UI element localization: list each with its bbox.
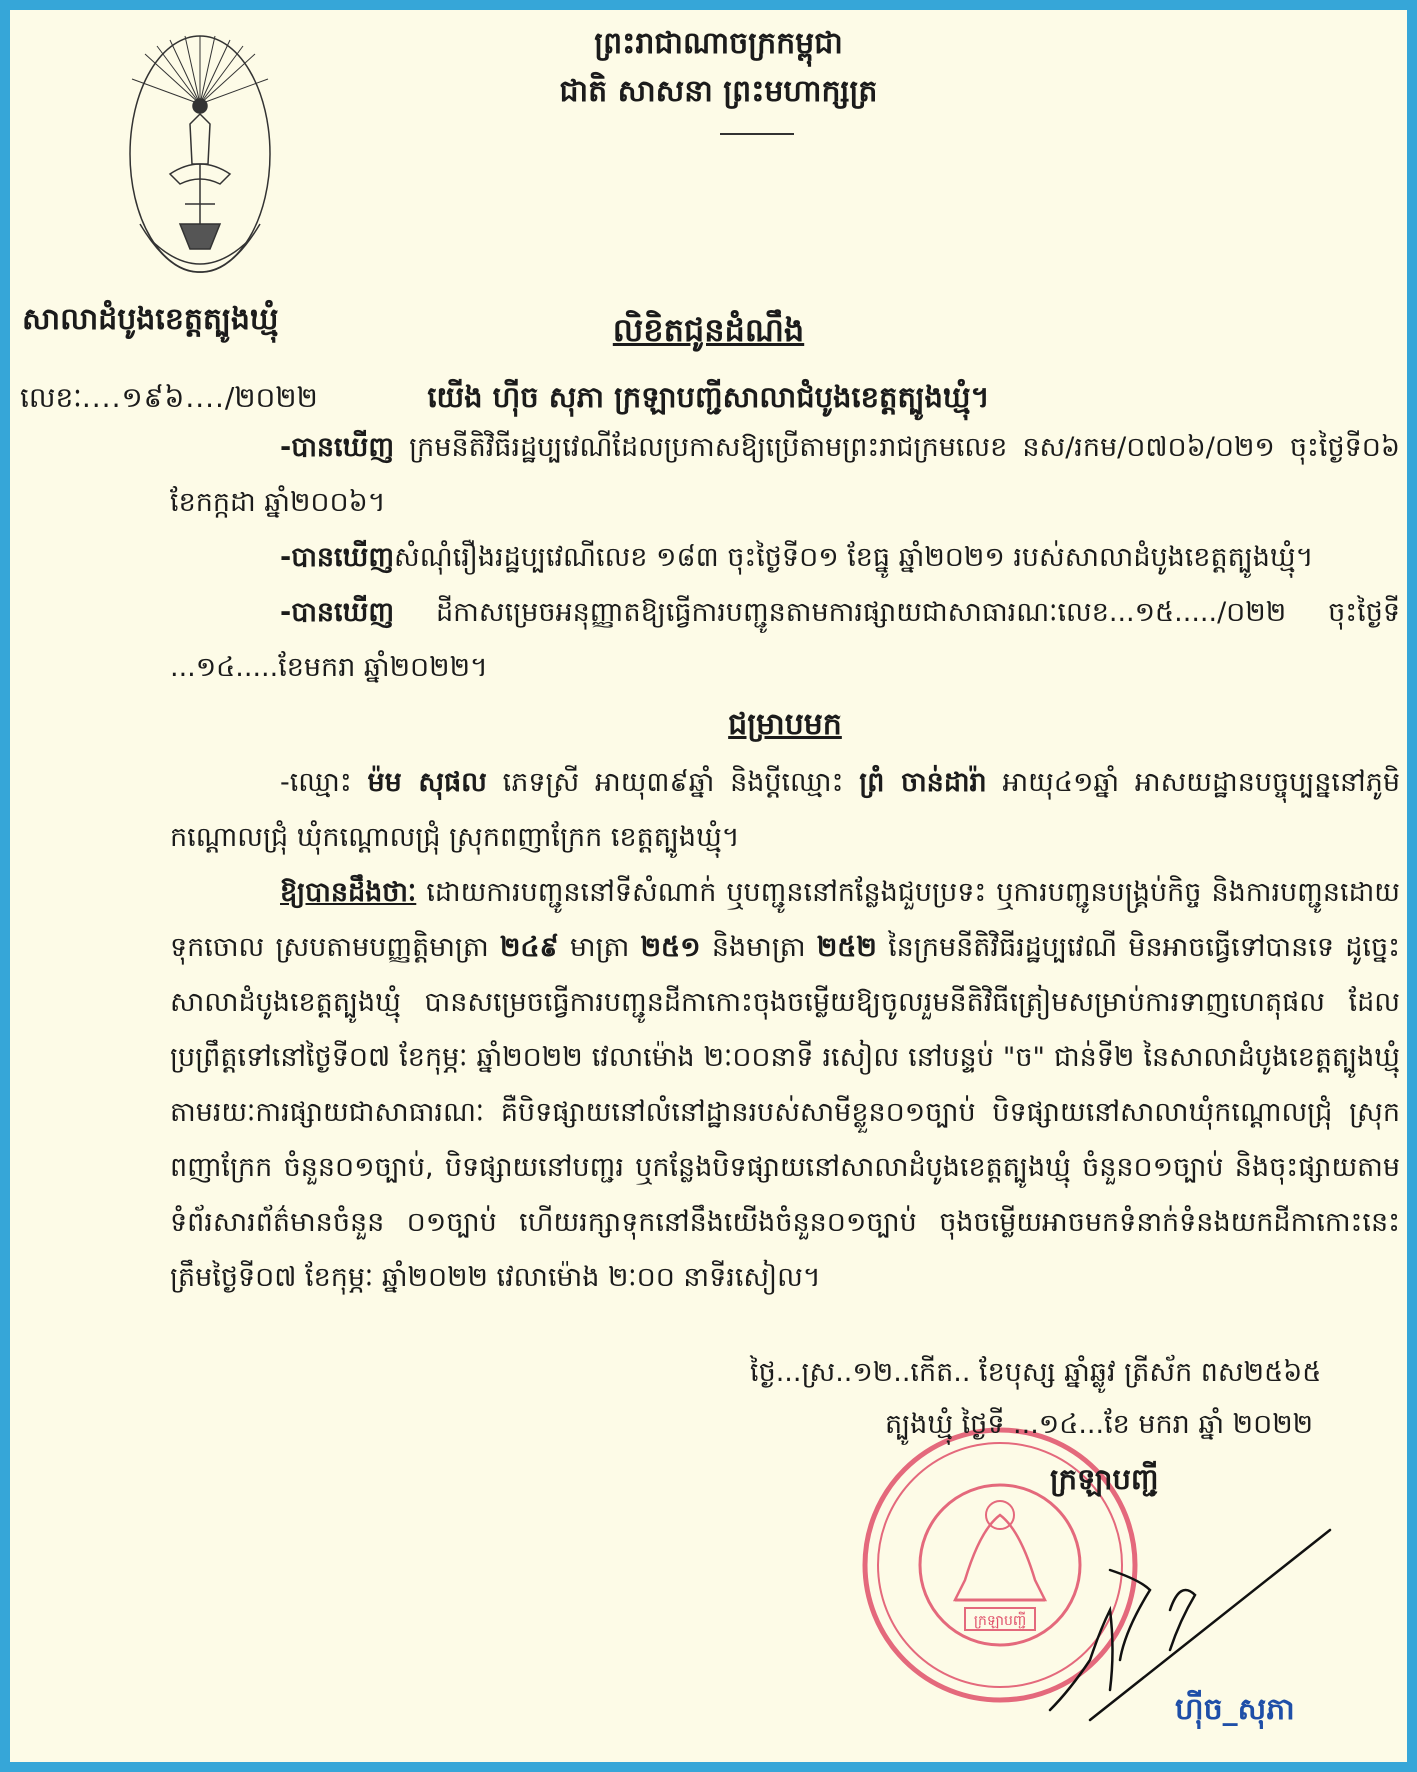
reference-value: ....១៩៦.... bbox=[81, 381, 225, 414]
addressee-heading: ជម្រាបមក bbox=[728, 707, 842, 742]
seen-paragraph-3 bbox=[170, 585, 1400, 695]
seal-text: ក្រឡាបញ្ជី bbox=[973, 1613, 1027, 1629]
issuer-line: យើង ហ៊ីច សុភា ក្រឡាបញ្ជីសាលាជំបូងខេត្តត្បូងឃ្មុំ។ bbox=[427, 380, 990, 414]
seen-text-1: ក្រមនីតិវិធីរដ្ឋប្បវេណីដែលប្រកាសឱ្យប្រើតាមព្រះរាជក្រមលេខ នស/រកម/០៧០៦/០២១ ចុះថ្ងៃទី០៦ ខែកក្កដា ឆ្នាំ២០០៦។ bbox=[170, 432, 1400, 518]
article-252: ២៥២ bbox=[816, 932, 877, 963]
seen-label: -បានឃើញ bbox=[280, 597, 395, 628]
reference-year: /២០២២ bbox=[224, 381, 318, 414]
seen-text-2: សំណុំរឿងរដ្ឋប្បវេណីលេខ ១៨៣ ចុះថ្ងៃទី០១ ខែធ្នូ ឆ្នាំ២០២១ របស់សាលាដំបូងខេត្តត្បូងឃ្មុំ។ bbox=[394, 542, 1314, 573]
document-page bbox=[10, 10, 1407, 1762]
addressee-label: -ឈ្មោះ bbox=[280, 767, 352, 798]
seen-label: -បានឃើញ bbox=[280, 542, 395, 573]
article-251: ២៥១ bbox=[640, 932, 701, 963]
national-motto: ជាតិ សាសនា ព្រះមហាក្សត្រ bbox=[559, 74, 878, 109]
kingdom-heading: ព្រះរាជាណាចក្រកម្ពុជា bbox=[594, 26, 843, 61]
notice-paragraph bbox=[170, 865, 1400, 1305]
article-249: ២៤៩ bbox=[499, 932, 559, 963]
seen-paragraph-2 bbox=[170, 530, 1400, 585]
court-name: សាលាដំបូងខេត្តត្បូងឃ្មុំ bbox=[22, 302, 279, 337]
solar-date: ត្បូងឃ្មុំ ថ្ងៃទី ...១៤...ខែ មករា ឆ្នាំ ២០២២ bbox=[885, 1409, 1314, 1440]
seen-label: -បានឃើញ bbox=[280, 432, 395, 463]
notice-label: ឱ្យបានដឹងថាៈ bbox=[280, 877, 417, 908]
notice-text-c: និងមាត្រា bbox=[711, 932, 806, 963]
royal-emblem-icon bbox=[110, 24, 290, 294]
person-2-name: ព្រំ ចាន់ដារ៉ា bbox=[859, 767, 987, 798]
lunar-date: ថ្ងៃ...ស្រ..១២..កើត.. ខែបុស្ស ឆ្នាំឆ្លូវ ត្រីស័ក ពស២៥៦៥ bbox=[750, 1357, 1322, 1388]
reference-prefix: លេខៈ bbox=[20, 381, 82, 414]
notice-text-b: មាត្រា bbox=[569, 932, 630, 963]
notice-text-d: នៃក្រមនីតិវិធីរដ្ឋប្បវេណី មិនអាចធ្វើទៅបានទេ ដូច្នេះសាលាដំបូងខេត្តត្បូងឃ្មុំ បានសម្រេចធ្វើការបញ្ជូនដីកាកោះចុងចម្លើយឱ្យចូលរួមនីតិវិធីត្រៀមសម្រាប់ការទាញហេតុផល ដែលប្រព្រឹត្តទៅនៅថ្ងៃទី០៧ ខែកុម្ភៈ ឆ្នាំ២០២២ វេលាម៉ោង ២ៈ០០នាទី រសៀល នៅបន្ទប់ "ច" ជាន់ទី២ នៃសាលាដំបូងខេត្តត្បូងឃ្មុំ តាមរយៈការផ្សាយជាសាធារណៈ គឺបិទផ្សាយនៅលំនៅដ្ឋានរបស់សាមីខ្លួន០១ច្បាប់ បិទផ្សាយនៅសាលាឃុំកណ្តោលជ្រុំ ស្រុកពញាក្រែក ចំនួន០១ច្បាប់, បិទផ្សាយនៅបញ្ជរ ឬកន្លែងបិទផ្សាយនៅសាលាដំបូងខេត្តត្បូងឃ្មុំ ចំនួន០១ច្បាប់ និងចុះផ្សាយតាមទំព័រសារព័ត៌មានចំនួន ០១ច្បាប់ ហើយរក្សាទុកនៅនឹងយើងចំនួន០១ច្បាប់ ចុងចម្លើយអាចមកទំនាក់ទំនងយកដីកាកោះនេះ ត្រឹមថ្ងៃទី០៧ ខែកុម្ភៈ ឆ្នាំ២០២២ វេលាម៉ោង ២ៈ០០ នាទីរសៀល។ bbox=[170, 932, 1400, 1293]
addressee-paragraph bbox=[170, 755, 1400, 865]
signer-title: ក្រឡាបញ្ជី bbox=[1050, 1462, 1159, 1496]
notice-text-a: ដោយការបញ្ជូននៅទីសំណាក់ ឬបញ្ជូននៅកន្លែងជួបប្រទះ ឬការបញ្ជូនបង្គ្រប់កិច្ច និងការបញ្ជូនដោយទុកចោល ស្របតាមបញ្ញត្តិមាត្រា bbox=[170, 877, 1400, 963]
seen-paragraph-1 bbox=[170, 420, 1400, 530]
header-divider bbox=[720, 133, 794, 135]
addressee-mid: ភេទស្រី អាយុ៣៩ឆ្នាំ និងប្តីឈ្មោះ bbox=[502, 767, 844, 798]
seen-text-3: ដីកាសម្រេចអនុញ្ញាតឱ្យធ្វើការបញ្ជូនតាមការផ្សាយជាសាធារណៈលេខ...១៥...../០២២ ចុះថ្ងៃទី ...១៤.....ខែមករា ឆ្នាំ២០២២។ bbox=[170, 597, 1400, 683]
document-body bbox=[170, 420, 1400, 1305]
signer-name: ហ៊ីច_សុភា bbox=[1175, 1692, 1295, 1727]
addressee-rest: អាយុ៤១ឆ្នាំ អាសយដ្ឋានបច្ចុប្បន្ននៅភូមិកណ្តោលជ្រុំ ឃុំកណ្តោលជ្រុំ ស្រុកពញាក្រែក ខេត្តត្បូងឃ្មុំ។ bbox=[170, 767, 1400, 853]
document-title: លិខិតជូនដំណឹង bbox=[612, 311, 805, 349]
person-1-name: ម៉ម សុផល bbox=[367, 767, 487, 798]
